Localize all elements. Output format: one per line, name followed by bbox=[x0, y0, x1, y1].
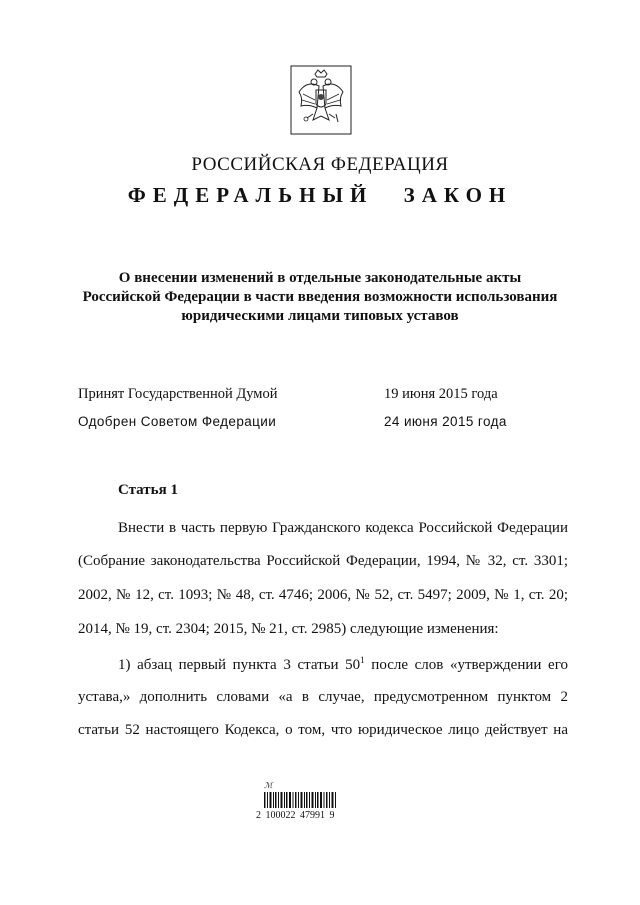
barcode-icon bbox=[262, 778, 342, 840]
article-heading: Статья 1 bbox=[118, 482, 178, 498]
country-heading: РОССИЙСКАЯ ФЕДЕРАЦИЯ bbox=[191, 154, 449, 175]
item-1-text-end: после слов «утверждении его bbox=[364, 657, 568, 673]
svg-text:ℳ: ℳ bbox=[264, 781, 273, 790]
body-line: 2002, № 12, ст. 1093; № 48, ст. 4746; 2006, № 52, ст. 5497; 2009, № 1, ст. 20; bbox=[78, 587, 568, 603]
council-label: Одобрен Советом Федерации bbox=[78, 414, 277, 429]
council-approval-row bbox=[78, 414, 538, 429]
body-line: Внести в часть первую Гражданского кодекса Российской Федерации bbox=[118, 520, 568, 536]
barcode-number: 2 100022 47991 9 bbox=[256, 810, 335, 821]
body-line: (Собрание законодательства Российской Федерации, 1994, № 32, ст. 3301; bbox=[78, 553, 568, 569]
law-title bbox=[40, 269, 600, 326]
law-title-line: Российской Федерации в части введения возможности использования bbox=[82, 289, 558, 305]
body-line: устава,» дополнить словами «а в случае, предусмотренном пунктом 2 bbox=[78, 689, 568, 705]
council-date: 24 июня 2015 года bbox=[384, 414, 507, 429]
item-1-superscript: 1 bbox=[360, 655, 365, 665]
item-1-text-start: 1) абзац первый пункта 3 статьи 50 bbox=[118, 657, 361, 673]
item-1-line bbox=[118, 655, 568, 674]
body-line: статьи 52 настоящего Кодекса, о том, что юридическое лицо действует на bbox=[78, 722, 568, 738]
law-title-line: О внесении изменений в отдельные законодательные акты bbox=[118, 270, 522, 286]
law-title-line: юридическими лицами типовых уставов bbox=[181, 308, 459, 324]
document-type-heading: ФЕДЕРАЛЬНЫЙ ЗАКОН bbox=[127, 183, 513, 207]
duma-adoption-row bbox=[78, 386, 538, 403]
body-line: 2014, № 19, ст. 2304; 2015, № 21, ст. 2985) следующие изменения: bbox=[78, 621, 499, 637]
duma-date: 19 июня 2015 года bbox=[384, 386, 498, 402]
coat-of-arms-icon bbox=[289, 64, 353, 136]
duma-label: Принят Государственной Думой bbox=[78, 386, 278, 402]
